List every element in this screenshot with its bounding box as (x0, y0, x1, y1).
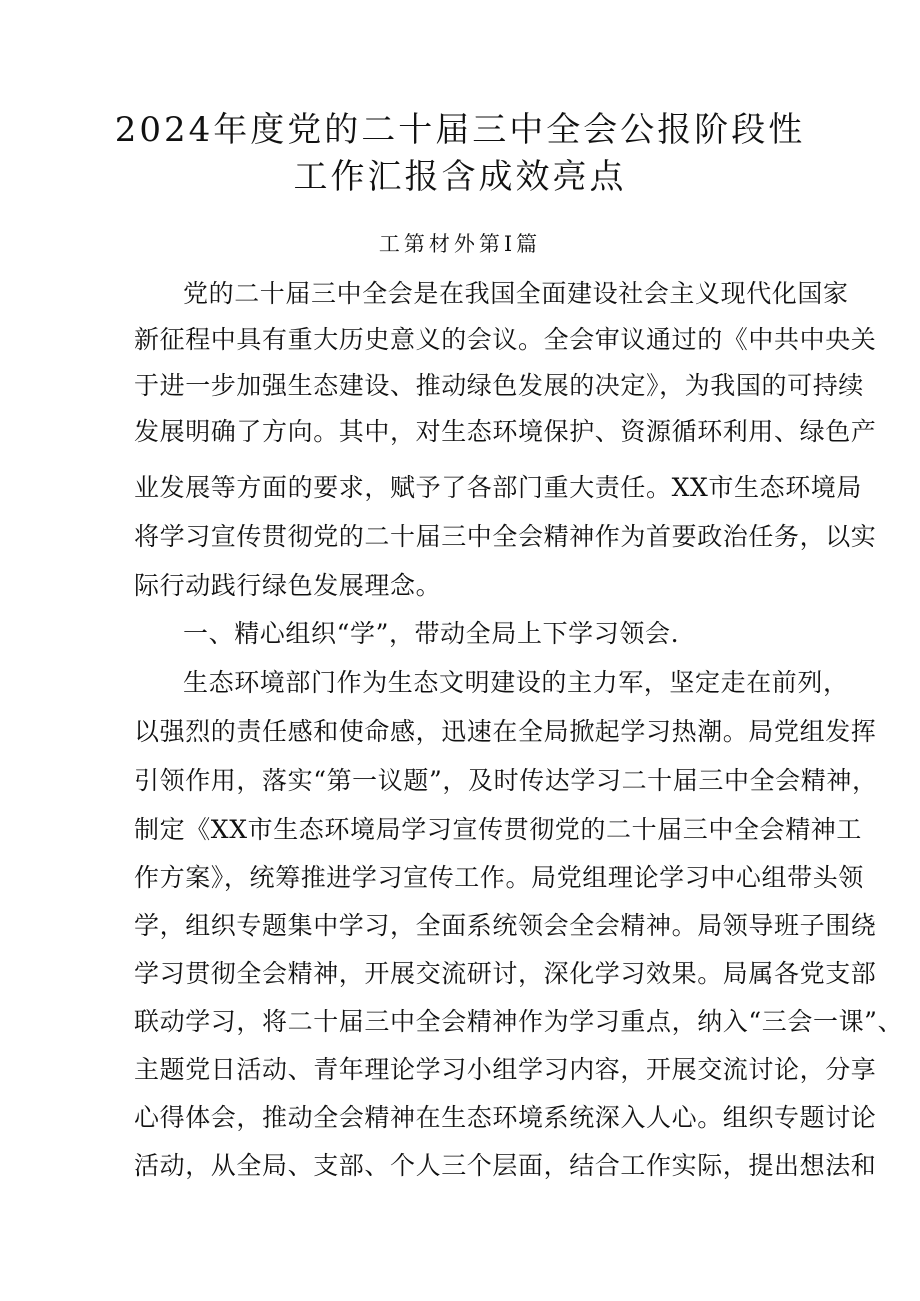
body-text-line: 联动学习，将二十届三中全会精神作为学习重点，纳入“三会一课”、 (134, 1007, 904, 1036)
body-text-line: 将学习宣传贯彻党的二十届三中全会精神作为首要政治任务，以实 (134, 522, 877, 551)
body-text-line: 于进一步加强生态建设、推动绿色发展的决定》，为我国的可持续 (134, 371, 864, 400)
body-text-line: 心得体会，推动全会精神在生态环境系统深入人心。组织专题讨论 (134, 1103, 877, 1132)
body-text-line: 活动，从全局、支部、个人三个层面，结合工作实际，提出想法和 (134, 1151, 877, 1180)
body-text-line: 学，组织专题集中学习，全面系统领会全会精神。局领导班子围绕 (134, 911, 877, 940)
body-text-line: 学习贯彻全会精神，开展交流研讨，深化学习效果。局属各党支部 (134, 959, 877, 988)
document-title-line-1: 2024年度党的二十届三中全会公报阶段性 (114, 110, 806, 150)
document-title-line-2: 工作汇报含成效亮点 (293, 157, 627, 197)
document-subtitle: 工第材外第I篇 (378, 232, 542, 256)
body-text-line: 制定《XX市生态环境局学习宣传贯彻党的二十届三中全会精神工 (134, 815, 862, 844)
body-text-line: 党的二十届三中全会是在我国全面建设社会主义现代化国家 (183, 279, 849, 308)
body-text-line: 生态环境部门作为生态文明建设的主力军，坚定走在前列， (183, 668, 849, 697)
section-heading: 一、精心组织“学”，带动全局上下学习领会. (183, 619, 680, 648)
body-text-line: 业发展等方面的要求，赋予了各部门重大责任。XX市生态环境局 (134, 473, 862, 502)
body-text-line: 际行动践行绿色发展理念。 (134, 571, 442, 600)
body-text-line: 主题党日活动、青年理论学习小组学习内容，开展交流讨论，分享 (134, 1055, 877, 1084)
body-text-line: 发展明确了方向。其中，对生态环境保护、资源循环利用、绿色产 (134, 417, 877, 446)
body-text-line: 引领作用，落实“第一议题”，及时传达学习二十届三中全会精神， (134, 766, 878, 795)
body-text-line: 新征程中具有重大历史意义的会议。全会审议通过的《中共中央关 (134, 325, 877, 354)
body-text-line: 以强烈的责任感和使命感，迅速在全局掀起学习热潮。局党组发挥 (134, 717, 877, 746)
body-text-line: 作方案》，统筹推进学习宣传工作。局党组理论学习中心组带头领 (134, 863, 864, 892)
